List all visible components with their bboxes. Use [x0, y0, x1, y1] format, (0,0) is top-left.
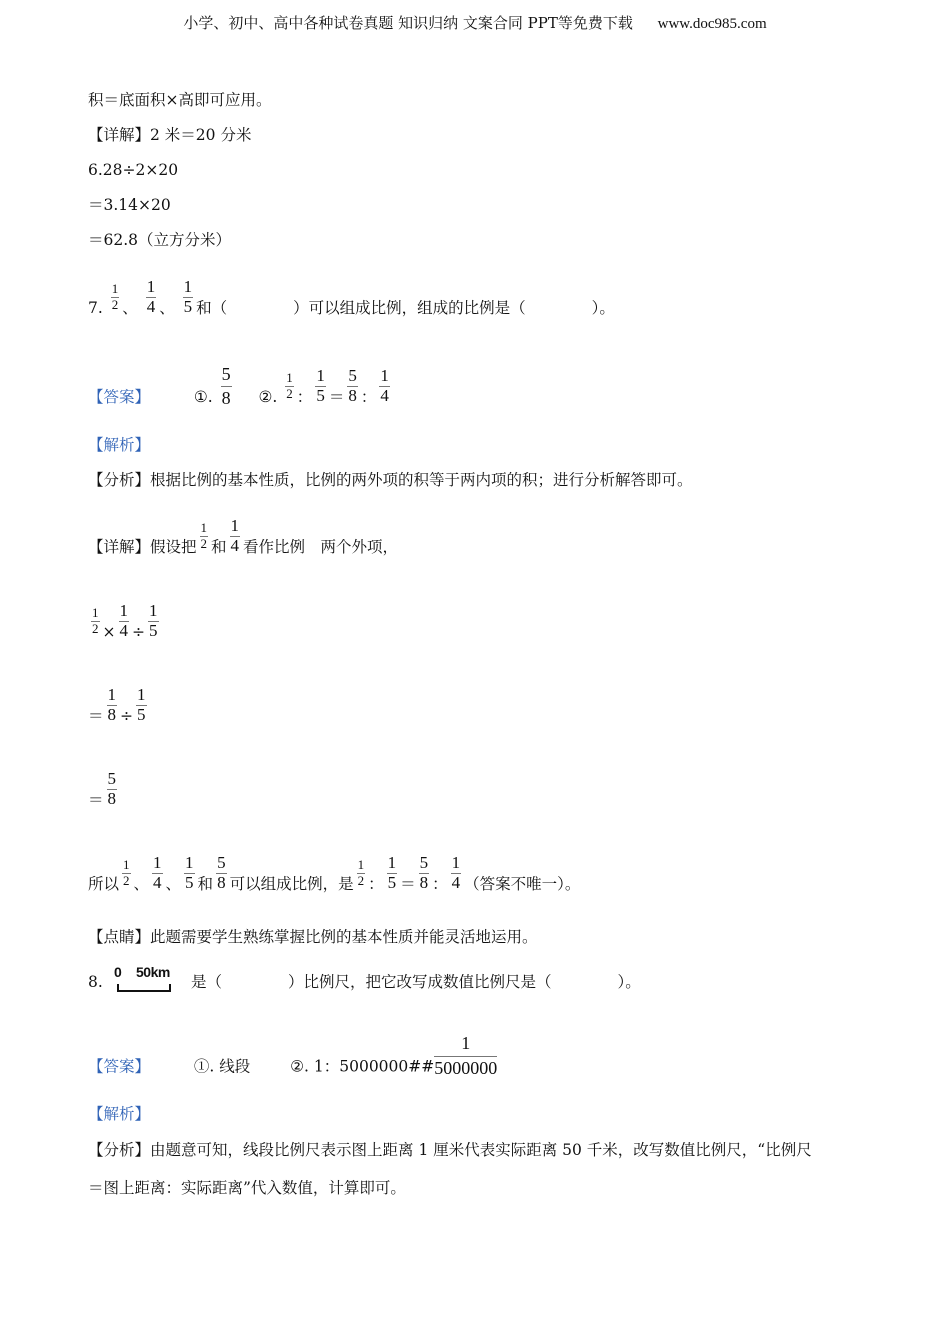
- q7-and: 和（: [196, 299, 228, 317]
- fraction-denominator: 4: [146, 297, 156, 316]
- q7-conclusion: [88, 853, 581, 904]
- fraction-quarter: [230, 517, 241, 555]
- equals: ＝: [88, 791, 104, 809]
- fraction-numerator: 1: [200, 520, 208, 535]
- fraction-numerator: 1: [183, 277, 193, 296]
- fraction-denominator: 8: [107, 789, 117, 808]
- answer-tag: 【答案】: [88, 388, 151, 406]
- calc-line-3: ＝62.8（立方分米）: [88, 231, 232, 249]
- answer-1-label: ①.: [193, 388, 213, 406]
- fraction-half: [111, 282, 120, 312]
- answer-2-label: ②.: [258, 388, 278, 406]
- fraction-numerator: 1: [286, 370, 293, 385]
- so-end: （答案不唯一）。: [464, 875, 581, 893]
- fraction-fifth: [136, 686, 147, 724]
- fraction-half: [91, 606, 100, 636]
- question-7: [88, 277, 615, 328]
- calc-line-2: ＝3.14×20: [88, 196, 171, 214]
- fraction-five-eighths: [347, 367, 358, 405]
- volume-formula-line: 积＝底面积×高即可应用。: [88, 91, 272, 109]
- header-text: 小学、初中、高中各种试卷真题 知识归纳 文案合同 PPT等免费下载: [183, 14, 633, 32]
- fraction-denominator: 4: [119, 621, 128, 640]
- calc-step-1: [88, 601, 162, 652]
- fraction-numerator: 5: [348, 366, 357, 385]
- fraction-numerator: 1: [451, 853, 461, 872]
- detail-tag: 【详解】: [88, 538, 151, 556]
- answer-tag: 【答案】: [88, 1057, 151, 1076]
- fraction-denominator: 2: [286, 386, 293, 401]
- fraction-denominator: 5000000: [434, 1058, 498, 1078]
- divide-sign: ÷: [132, 623, 145, 641]
- fraction-numerator: 1: [316, 366, 325, 385]
- fraction-half: [285, 371, 294, 401]
- fraction-numerator: 5: [107, 769, 117, 788]
- equals: ＝: [88, 707, 104, 725]
- so-prefix: 所以: [88, 875, 120, 893]
- fraction-five-eighths: [221, 363, 232, 409]
- q7-answer: [88, 364, 393, 421]
- scale-label: 50km: [136, 964, 170, 980]
- fraction-denominator: 5: [183, 297, 193, 316]
- dianjing-tag: 【点睛】: [88, 928, 151, 946]
- answer-2: ②. 1：5000000##: [290, 1057, 435, 1076]
- fraction-numerator: 1: [185, 853, 194, 872]
- fraction-five-eighths: [419, 854, 430, 892]
- q8-text-b: ）比例尺，把它改写成数值比例尺是（: [288, 973, 552, 991]
- fraction-numerator: 1: [123, 857, 130, 872]
- fraction-numerator: 1: [149, 601, 158, 620]
- so-and: 和: [197, 875, 214, 893]
- colon: ：: [296, 388, 313, 406]
- detail-tag: 【详解】: [88, 126, 151, 144]
- fraction-denominator: 8: [348, 386, 357, 405]
- fraction-denominator: 2: [357, 873, 365, 888]
- fraction-fifth: [315, 367, 326, 405]
- fraction-fifth: [148, 602, 159, 640]
- fraction-denominator: 5: [137, 705, 146, 724]
- fraction-denominator: 2: [123, 873, 130, 888]
- fraction-denominator: 5: [316, 386, 325, 405]
- fraction-five-eighths: [107, 770, 118, 808]
- fraction-one-five-million: [434, 1032, 497, 1079]
- detail-text: 假设把: [150, 538, 197, 556]
- detail-text: 和: [211, 538, 227, 556]
- fraction-half: [200, 521, 209, 551]
- q7-detail: [88, 516, 399, 567]
- q7-prompt: ）可以组成比例，组成的比例是（: [293, 299, 526, 317]
- fenxi-text: 根据比例的基本性质，比例的两外项的积等于两内项的积；进行分析解答即可。: [150, 471, 693, 489]
- colon: ：: [368, 875, 384, 893]
- fraction-numerator: 5: [419, 853, 429, 872]
- scale-zero: 0: [114, 964, 122, 980]
- fraction-denominator: 8: [221, 388, 231, 408]
- fraction-fifth: [387, 854, 398, 892]
- divide-sign: ÷: [120, 707, 134, 725]
- fraction-numerator: 1: [146, 277, 156, 296]
- analysis-tag: 【解析】: [88, 436, 151, 454]
- analysis-tag: 【解析】: [88, 1105, 151, 1123]
- detail-line: [88, 125, 251, 145]
- calc-line-1: 6.28÷2×20: [88, 161, 179, 179]
- fraction-denominator: 2: [200, 536, 208, 551]
- fraction-numerator: 1: [434, 1032, 497, 1057]
- line-scale-figure: [112, 964, 178, 994]
- fraction-numerator: 1: [92, 605, 99, 620]
- q7-dianjing: [88, 927, 538, 947]
- detail-text: 看作比例 两个外项，: [243, 538, 399, 556]
- fraction-denominator: 8: [217, 873, 226, 892]
- fraction-denominator: 2: [92, 621, 99, 636]
- fraction-denominator: 4: [230, 536, 240, 555]
- fraction-quarter: [451, 854, 462, 892]
- separator: 、: [159, 299, 175, 317]
- fraction-denominator: 5: [149, 621, 158, 640]
- q8-answer: [88, 1033, 500, 1091]
- fraction-denominator: 4: [380, 386, 389, 405]
- fraction-numerator: 1: [119, 601, 128, 620]
- fenxi-tag: 【分析】: [88, 471, 151, 489]
- q8-number: 8.: [88, 973, 103, 991]
- fraction-numerator: 1: [111, 281, 119, 296]
- separator: 、: [165, 875, 182, 893]
- question-8: [191, 972, 641, 992]
- fraction-eighth: [107, 686, 118, 724]
- colon: ：: [432, 875, 448, 893]
- fraction-denominator: 8: [419, 873, 429, 892]
- q8-text-a: 是（: [191, 973, 223, 991]
- equals: ＝: [328, 388, 345, 406]
- q8-analysis-line-2: ＝图上距离：实际距离”代入数值，计算即可。: [88, 1179, 406, 1197]
- fraction-denominator: 8: [107, 705, 117, 724]
- fraction-denominator: 5: [185, 873, 194, 892]
- colon: ：: [360, 388, 377, 406]
- fraction-fifth: [184, 854, 195, 892]
- fraction-numerator: 1: [357, 857, 365, 872]
- detail-text: 2 米＝20 分米: [150, 126, 252, 144]
- fraction-numerator: 1: [387, 853, 397, 872]
- q7-number: 7.: [88, 299, 103, 317]
- fraction-denominator: 5: [387, 873, 397, 892]
- fraction-five-eighths: [216, 854, 227, 892]
- equals: ＝: [400, 875, 416, 893]
- fraction-numerator: 1: [137, 685, 146, 704]
- fraction-numerator: 1: [380, 366, 389, 385]
- fraction-half: [122, 858, 131, 888]
- fraction-denominator: 2: [111, 297, 119, 312]
- separator: 、: [122, 299, 138, 317]
- scale-bar: [117, 984, 171, 992]
- q7-analysis: [88, 470, 693, 490]
- dianjing-text: 此题需要学生熟练掌握比例的基本性质并能灵活地运用。: [150, 928, 538, 946]
- q8-analysis-line-1: [88, 1140, 812, 1160]
- fraction-quarter: [146, 278, 157, 316]
- fraction-fifth: [183, 278, 194, 316]
- times-sign: ×: [102, 623, 116, 641]
- fraction-denominator: 4: [153, 873, 162, 892]
- so-mid: 可以组成比例，是: [229, 875, 354, 893]
- fraction-numerator: 1: [153, 853, 162, 872]
- fraction-numerator: 1: [230, 516, 240, 535]
- answer-1: ①. 线段: [193, 1057, 251, 1076]
- fraction-half: [357, 858, 366, 888]
- fraction-numerator: 5: [217, 853, 226, 872]
- header-url[interactable]: www.doc985.com: [657, 16, 767, 32]
- q8-text-c: ）。: [617, 973, 641, 991]
- fraction-numerator: 5: [221, 363, 232, 387]
- fenxi-text: 由题意可知，线段比例尺表示图上距离 1 厘米代表实际距离 50 千米，改写数值比例尺，“比例尺: [150, 1141, 812, 1159]
- fraction-denominator: 4: [451, 873, 461, 892]
- calc-step-3: [88, 769, 120, 820]
- fraction-quarter: [119, 602, 130, 640]
- q7-end: ）。: [591, 299, 615, 317]
- page-header: [0, 12, 950, 33]
- separator: 、: [133, 875, 150, 893]
- fraction-numerator: 1: [107, 685, 117, 704]
- fraction-quarter: [379, 367, 390, 405]
- fraction-quarter: [152, 854, 163, 892]
- fenxi-tag: 【分析】: [88, 1141, 151, 1159]
- calc-step-2: [88, 685, 150, 736]
